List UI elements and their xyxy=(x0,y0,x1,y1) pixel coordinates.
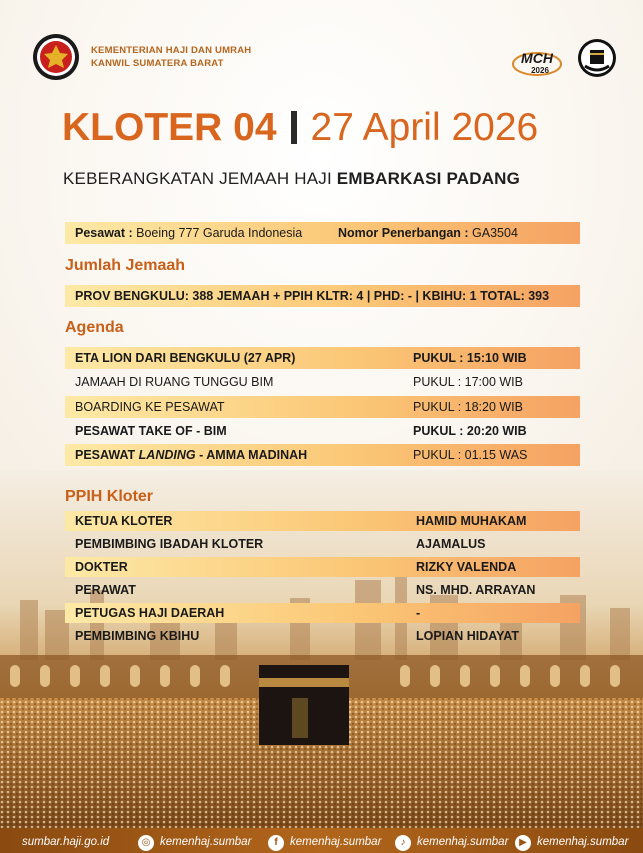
footer-bar xyxy=(0,828,643,853)
ppih-name: - xyxy=(416,606,421,620)
agenda-event: PESAWAT TAKE OF - BIM xyxy=(75,424,227,438)
youtube-icon: ▶ xyxy=(515,835,531,851)
flight-number-value: GA3504 xyxy=(472,226,518,240)
ppih-role: KETUA KLOTER xyxy=(75,514,173,528)
ppih-role: PEMBIMBING IBADAH KLOTER xyxy=(75,537,264,551)
agenda-row xyxy=(65,347,580,369)
agenda-row xyxy=(65,444,580,466)
kloter-number: KLOTER 04 xyxy=(62,106,277,149)
agenda-event-post: - AMMA MADINAH xyxy=(195,448,308,462)
jumlah-jemaah-bar xyxy=(65,285,580,307)
title-separator xyxy=(291,111,297,144)
agenda-time: PUKUL : 18:20 WIB xyxy=(413,400,523,414)
website-link[interactable]: sumbar.haji.go.id xyxy=(22,836,110,848)
agenda-time: PUKUL : 20:20 WIB xyxy=(413,424,527,438)
subtitle-bold: EMBARKASI PADANG xyxy=(336,169,521,188)
section-jumlah-jemaah: Jumlah Jemaah xyxy=(65,257,186,274)
ppih-name: LOPIAN HIDAYAT xyxy=(416,629,520,643)
ppih-name: RIZKY VALENDA xyxy=(416,560,517,574)
instagram-icon: ◎ xyxy=(138,835,154,851)
agenda-row xyxy=(65,371,580,393)
agenda-event: ETA LION DARI BENGKULU (27 APR) xyxy=(75,351,296,365)
ppih-row xyxy=(65,557,580,577)
youtube-link[interactable] xyxy=(515,830,628,853)
agenda-row xyxy=(65,396,580,418)
instagram-link[interactable] xyxy=(138,830,251,853)
agenda-time: PUKUL : 01.15 WAS xyxy=(413,448,528,462)
agenda-row xyxy=(65,420,580,442)
ppih-role: PERAWAT xyxy=(75,583,136,597)
mch-2026-logo xyxy=(512,40,562,78)
ppih-role: PETUGAS HAJI DAERAH xyxy=(75,606,225,620)
ppih-row xyxy=(65,511,580,531)
flight-number-label: Nomor Penerbangan : xyxy=(338,226,473,240)
agenda-event xyxy=(75,444,307,466)
page-subtitle xyxy=(63,169,520,189)
mch-logo-year: 2026 xyxy=(531,66,549,75)
ministry-emblem-logo xyxy=(32,33,80,81)
subtitle-prefix: KEBERANGKATAN JEMAAH HAJI xyxy=(63,169,337,188)
ministry-name xyxy=(91,44,251,70)
agenda-event-em: LANDING xyxy=(138,448,196,462)
youtube-handle: kemenhaj.sumbar xyxy=(537,836,629,848)
section-ppih-kloter: PPIH Kloter xyxy=(65,488,154,505)
ministry-line2: KANWIL SUMATERA BARAT xyxy=(91,58,224,69)
mch-logo-text: MCH xyxy=(521,50,553,66)
facebook-link[interactable] xyxy=(268,830,381,853)
aircraft-value: Boeing 777 Garuda Indonesia xyxy=(136,226,303,240)
ppih-name: AJAMALUS xyxy=(416,537,486,551)
jumlah-jemaah-text: PROV BENGKULU: 388 JEMAAH + PPIH KLTR: 4 | PHD: - | KBIHU: 1 TOTAL: 393 xyxy=(75,289,550,303)
ppih-name: NS. MHD. ARRAYAN xyxy=(416,583,536,597)
facebook-handle: kemenhaj.sumbar xyxy=(290,836,382,848)
page-title xyxy=(62,104,602,152)
instagram-handle: kemenhaj.sumbar xyxy=(160,836,252,848)
agenda-time: PUKUL : 15:10 WIB xyxy=(413,351,527,365)
ppih-row xyxy=(65,603,580,623)
agenda-time: PUKUL : 17:00 WIB xyxy=(413,375,523,389)
agenda-event: BOARDING KE PESAWAT xyxy=(75,400,225,414)
tiktok-icon: ♪ xyxy=(395,835,411,851)
ppih-row xyxy=(65,580,580,600)
kaaba-round-logo xyxy=(577,38,617,78)
agenda-event: JAMAAH DI RUANG TUNGGU BIM xyxy=(75,375,274,389)
agenda-event-pre: PESAWAT xyxy=(75,448,139,462)
flight-info-bar xyxy=(65,222,580,244)
aircraft-label: Pesawat : xyxy=(75,226,137,240)
ppih-name: HAMID MUHAKAM xyxy=(416,514,527,528)
ppih-row xyxy=(65,626,580,646)
ppih-role: DOKTER xyxy=(75,560,128,574)
departure-date: 27 April 2026 xyxy=(310,106,539,149)
ppih-row xyxy=(65,534,580,554)
ppih-role: PEMBIMBING KBIHU xyxy=(75,629,200,643)
section-agenda: Agenda xyxy=(65,319,124,336)
tiktok-handle: kemenhaj.sumbar xyxy=(417,836,509,848)
tiktok-link[interactable] xyxy=(395,830,508,853)
facebook-icon: f xyxy=(268,835,284,851)
ministry-line1: KEMENTERIAN HAJI DAN UMRAH xyxy=(91,45,252,56)
